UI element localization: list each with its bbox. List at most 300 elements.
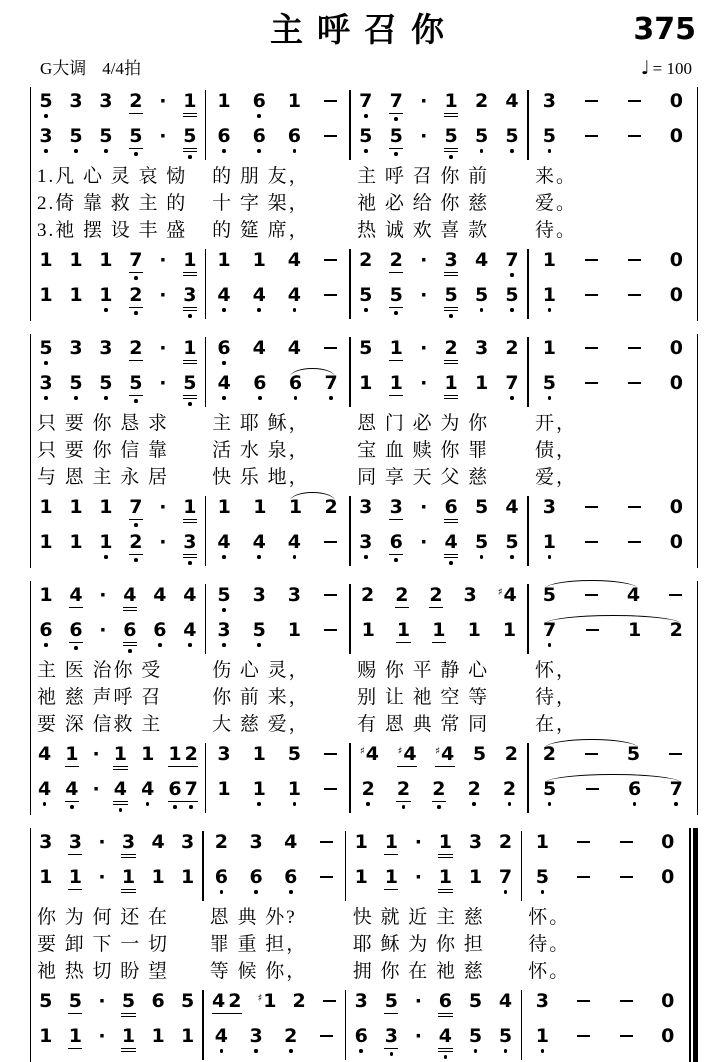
augmentation-dot <box>420 126 427 147</box>
note-char: 4 <box>217 284 231 306</box>
note-char: 2 <box>129 284 143 306</box>
augmentation-dot <box>159 373 166 394</box>
note-chars <box>69 285 82 306</box>
voice-line <box>206 778 349 813</box>
note-part <box>503 620 516 641</box>
note-chars <box>159 373 166 394</box>
lyric-segment: 有 恩 典 常 同 <box>357 714 490 735</box>
note-char: 1 <box>39 584 53 606</box>
note-char: 6 <box>123 619 137 641</box>
note-char: 4 <box>252 337 266 359</box>
note-part <box>619 832 634 858</box>
dash <box>323 285 338 311</box>
note-part <box>415 867 422 888</box>
note-chars <box>217 126 230 153</box>
underline-beam <box>121 857 135 859</box>
note-char: 5 <box>252 619 266 641</box>
note <box>499 867 512 894</box>
note-chars <box>469 1026 482 1053</box>
note-char: 4 <box>151 831 165 853</box>
system-1 <box>30 87 698 321</box>
note-part <box>69 91 82 112</box>
slur-arc <box>290 492 335 501</box>
dash-bar <box>628 506 641 508</box>
underline-beam <box>129 113 143 115</box>
octave-dot <box>44 114 48 118</box>
measure <box>206 90 349 160</box>
note-part <box>415 1026 422 1047</box>
note <box>360 744 379 768</box>
note-part <box>39 620 52 647</box>
lyric-line <box>31 685 697 712</box>
underline-beam <box>429 607 443 609</box>
note <box>439 1026 452 1059</box>
note <box>469 832 482 853</box>
note-chars <box>420 126 427 147</box>
note-part <box>390 497 403 518</box>
note-char: 5 <box>389 284 403 306</box>
note-part <box>670 373 683 394</box>
note-chars <box>215 1026 228 1053</box>
voice-line <box>206 531 349 566</box>
note-char: 1 <box>252 778 266 800</box>
note-char: 2 <box>324 496 338 518</box>
lyric-segment: 要 深 信救 主 <box>37 714 163 735</box>
note-chars <box>505 91 518 112</box>
note-char: 6 <box>214 866 229 888</box>
note-chars <box>253 779 266 806</box>
note-chars <box>69 250 82 271</box>
note-part <box>215 1026 228 1053</box>
note-part <box>215 867 228 894</box>
note-char: 0 <box>661 990 675 1012</box>
note-char: 5 <box>68 990 82 1012</box>
augmentation-dot <box>99 620 106 641</box>
note-char: 1 <box>432 619 446 641</box>
note-part <box>661 832 674 853</box>
voice-line <box>31 337 205 372</box>
augmentation-dot <box>420 373 427 394</box>
rest <box>661 1026 674 1047</box>
note <box>439 832 452 853</box>
note-chars <box>151 1026 164 1047</box>
note-char <box>668 585 683 611</box>
note <box>183 497 196 518</box>
note-part <box>284 1026 297 1053</box>
note-part <box>475 285 488 312</box>
note-part <box>390 91 403 121</box>
note-char: 1 <box>39 866 53 888</box>
note-char: · <box>420 496 428 518</box>
underline-beam <box>384 1048 398 1050</box>
note-chars <box>536 832 549 853</box>
underline-beam <box>121 1048 135 1050</box>
note-char: 5 <box>359 125 373 147</box>
note-part <box>584 497 599 523</box>
note-part <box>475 250 488 271</box>
note-part <box>185 779 198 809</box>
underline-beam <box>68 1013 82 1015</box>
note-char: 1 <box>217 778 231 800</box>
octave-dot <box>222 608 226 612</box>
note-char: 3 <box>183 531 197 553</box>
dash-bar <box>585 382 598 384</box>
note-chars <box>65 779 78 809</box>
octave-dot <box>222 308 226 312</box>
underline-beam <box>444 398 458 400</box>
note-chars <box>505 126 518 153</box>
note-part <box>323 620 338 646</box>
measure <box>529 337 697 407</box>
voice-line <box>206 284 349 319</box>
note-char: 3 <box>474 337 489 359</box>
underline-beam <box>121 854 135 856</box>
voice-line <box>529 531 697 566</box>
voice-line <box>351 125 528 160</box>
octave-dot <box>188 643 192 647</box>
note-chars <box>151 991 164 1012</box>
note <box>218 373 231 400</box>
note <box>543 91 556 112</box>
note-char: · <box>98 1025 106 1047</box>
note-char <box>323 250 338 276</box>
augmentation-dot <box>420 497 427 518</box>
note-chars <box>141 779 154 806</box>
measure <box>31 249 205 319</box>
octave-dot <box>254 890 258 894</box>
note-char: 6 <box>354 1025 368 1047</box>
note-char: 4 <box>474 249 489 271</box>
note-chars <box>183 91 196 112</box>
voice-line <box>206 372 349 407</box>
note <box>69 532 82 553</box>
note-part <box>322 991 337 1017</box>
note-part <box>151 1026 164 1047</box>
measure <box>351 249 528 319</box>
note-char: 1 <box>253 496 267 518</box>
note-part <box>359 91 372 118</box>
measure <box>31 831 202 901</box>
note-char: 1 <box>361 619 375 641</box>
voice-line <box>204 990 345 1025</box>
lyric-segment: 祂 必 给 你 慈 <box>357 193 490 214</box>
note-chars <box>122 1026 135 1047</box>
note-chars <box>661 1026 674 1047</box>
note <box>284 867 297 894</box>
measure <box>206 496 349 566</box>
note-part <box>475 91 488 112</box>
note-part <box>439 832 452 853</box>
note-char: 3 <box>389 496 403 518</box>
note-char: 4 <box>141 778 155 800</box>
note-part <box>670 532 683 553</box>
note-part <box>98 867 105 888</box>
note-char: 2 <box>129 337 143 359</box>
note-part <box>122 867 135 888</box>
octave-dot <box>257 802 261 806</box>
octave-dot <box>43 802 47 806</box>
voice-line <box>31 584 205 619</box>
octave-dot <box>119 808 123 812</box>
note-char <box>584 126 599 152</box>
note <box>99 532 112 559</box>
underline-beam <box>183 519 197 521</box>
note <box>253 744 266 765</box>
note-char: 5 <box>542 125 557 147</box>
note-chars <box>498 585 517 609</box>
note-char: 0 <box>669 337 684 359</box>
underline-beam <box>444 113 458 115</box>
note-char: 6 <box>287 125 301 147</box>
lyric-line <box>31 932 688 959</box>
note-chars <box>397 779 410 809</box>
note-chars <box>505 250 518 277</box>
underline-beam <box>168 766 198 768</box>
underline-beam <box>68 854 82 856</box>
note-chars <box>415 991 422 1012</box>
note <box>543 250 556 271</box>
note-part <box>584 338 599 364</box>
note-chars <box>159 532 166 553</box>
note-chars <box>361 585 374 606</box>
note <box>288 91 301 112</box>
note-part <box>69 585 82 606</box>
note-part <box>253 126 266 153</box>
note-chars <box>420 285 427 306</box>
note-chars <box>69 373 82 400</box>
note-part <box>627 285 642 311</box>
note-char: 3 <box>181 831 195 853</box>
note-char: 5 <box>444 284 458 306</box>
note <box>168 779 197 809</box>
slur-arc <box>545 739 638 748</box>
octave-dot <box>188 314 192 318</box>
note-chars <box>420 250 427 271</box>
note <box>445 373 458 394</box>
note <box>218 497 231 518</box>
augmentation-dot <box>98 832 105 853</box>
note <box>217 532 230 559</box>
note-chars <box>584 497 599 523</box>
note-chars <box>39 585 52 606</box>
note <box>359 126 372 153</box>
note-part <box>99 91 112 112</box>
underline-beam <box>444 522 458 524</box>
note-chars <box>543 126 556 153</box>
octave-dot <box>289 890 293 894</box>
note <box>390 126 403 156</box>
note-part <box>395 585 408 606</box>
note-part <box>183 532 196 565</box>
octave-dot <box>541 890 545 894</box>
note-chars <box>355 1026 368 1053</box>
measure <box>351 90 528 160</box>
note-chars <box>475 285 488 312</box>
note-char: 0 <box>669 249 684 271</box>
note <box>362 779 375 806</box>
lyric-line <box>31 218 697 245</box>
note <box>468 779 481 806</box>
voice-line <box>351 584 528 619</box>
augmentation-dot <box>420 285 427 306</box>
lyric-line <box>31 658 697 685</box>
voice-line <box>522 990 688 1025</box>
note-chars <box>99 497 112 518</box>
note-part <box>584 285 599 311</box>
note-part <box>505 497 518 518</box>
note-part <box>498 585 517 609</box>
underline-beam <box>113 769 127 771</box>
note-part <box>475 532 488 559</box>
note-part <box>69 867 82 888</box>
note-chars <box>253 250 266 271</box>
dash <box>627 285 642 311</box>
note <box>253 779 266 806</box>
voice-line <box>529 90 697 125</box>
note-chars <box>69 585 82 606</box>
underline-beam <box>129 554 143 556</box>
note-part <box>627 532 642 558</box>
note-part <box>584 532 599 558</box>
dash-bar <box>324 788 337 790</box>
upper-voices-staff <box>31 828 688 903</box>
note <box>543 373 556 400</box>
underline-beam <box>389 148 403 150</box>
sharp-icon: ♯ <box>435 746 441 757</box>
octave-dot <box>74 646 78 650</box>
note-part <box>217 91 230 112</box>
note-part <box>99 497 112 518</box>
note-chars <box>183 497 196 518</box>
note-part <box>323 779 338 805</box>
note-chars <box>397 620 410 641</box>
note-chars <box>323 338 338 364</box>
note-char: · <box>159 531 167 553</box>
note-part <box>475 497 488 518</box>
note-chars <box>292 991 305 1012</box>
note-part <box>420 250 427 271</box>
note-char: 1 <box>121 1025 136 1047</box>
measure <box>206 337 349 407</box>
note-part <box>627 91 642 117</box>
note-part <box>217 532 230 559</box>
note-chars <box>183 338 196 359</box>
note-chars <box>661 832 674 853</box>
lyric-segment: 恩 典 外? <box>209 907 297 928</box>
note-chars <box>249 867 262 894</box>
dash-bar <box>585 259 598 261</box>
lyric-line <box>31 164 697 191</box>
octave-dot <box>674 802 678 806</box>
underline-beam <box>129 307 143 309</box>
note-part <box>39 585 52 606</box>
note-chars <box>319 867 334 893</box>
note-part <box>390 126 403 156</box>
note-chars <box>584 250 599 276</box>
dash-bar <box>324 753 337 755</box>
note-char <box>584 373 599 399</box>
underline-beam <box>183 395 197 397</box>
note-chars <box>183 620 196 647</box>
note-chars <box>505 497 518 518</box>
note-part <box>288 620 301 641</box>
note-char: 4 <box>498 990 513 1012</box>
note-char: 7 <box>359 90 373 112</box>
note <box>183 532 196 565</box>
octave-dot <box>504 890 508 894</box>
note <box>39 585 52 606</box>
lyric-line <box>31 905 688 932</box>
note-part <box>159 338 166 359</box>
note-part <box>151 867 164 888</box>
note <box>212 991 241 1012</box>
underline-beam <box>113 766 127 768</box>
note-char: 7 <box>129 496 143 518</box>
note-char: 4 <box>65 778 79 800</box>
note-chars <box>323 532 338 558</box>
note-char: 6 <box>151 990 165 1012</box>
note-chars <box>390 285 403 315</box>
octave-dot <box>293 802 297 806</box>
note <box>253 620 266 647</box>
note-chars <box>670 338 683 359</box>
note <box>432 620 445 641</box>
dash-bar <box>324 259 337 261</box>
measure <box>346 990 520 1060</box>
note-chars <box>212 991 241 1012</box>
note-chars <box>536 991 549 1012</box>
note-chars <box>284 832 297 853</box>
underline-beam <box>183 360 197 362</box>
sharp-icon: ♯ <box>359 746 365 757</box>
note-chars <box>415 1026 422 1047</box>
note-part <box>576 991 591 1017</box>
note-part <box>536 867 549 894</box>
note <box>181 991 194 1012</box>
octave-dot <box>189 805 193 809</box>
underline-beam <box>121 892 135 894</box>
note-chars <box>39 991 52 1012</box>
note-chars <box>323 779 338 805</box>
dash <box>627 497 642 523</box>
note-chars <box>362 620 375 641</box>
note-chars <box>420 91 427 112</box>
note-chars <box>627 338 642 364</box>
note-part <box>253 620 266 647</box>
voice-line <box>204 866 345 901</box>
note-chars <box>123 620 136 653</box>
note-part <box>536 991 549 1012</box>
note-char: 1 <box>65 743 79 765</box>
note-part <box>217 779 230 800</box>
note-char: 1 <box>183 90 197 112</box>
note-char: ♯4 <box>435 743 455 765</box>
note-chars <box>257 991 276 1015</box>
octave-dot <box>74 149 78 153</box>
note-part <box>218 373 231 400</box>
dash-bar <box>628 382 641 384</box>
note-part <box>159 497 166 518</box>
note-char: 3 <box>99 90 113 112</box>
underline-beam <box>65 801 79 803</box>
note-part <box>355 832 368 853</box>
note-char: 2 <box>444 337 458 359</box>
note-chars <box>253 620 266 647</box>
octave-dot <box>158 643 162 647</box>
note <box>499 1026 512 1053</box>
note-part <box>505 338 518 359</box>
note-char <box>627 532 642 558</box>
